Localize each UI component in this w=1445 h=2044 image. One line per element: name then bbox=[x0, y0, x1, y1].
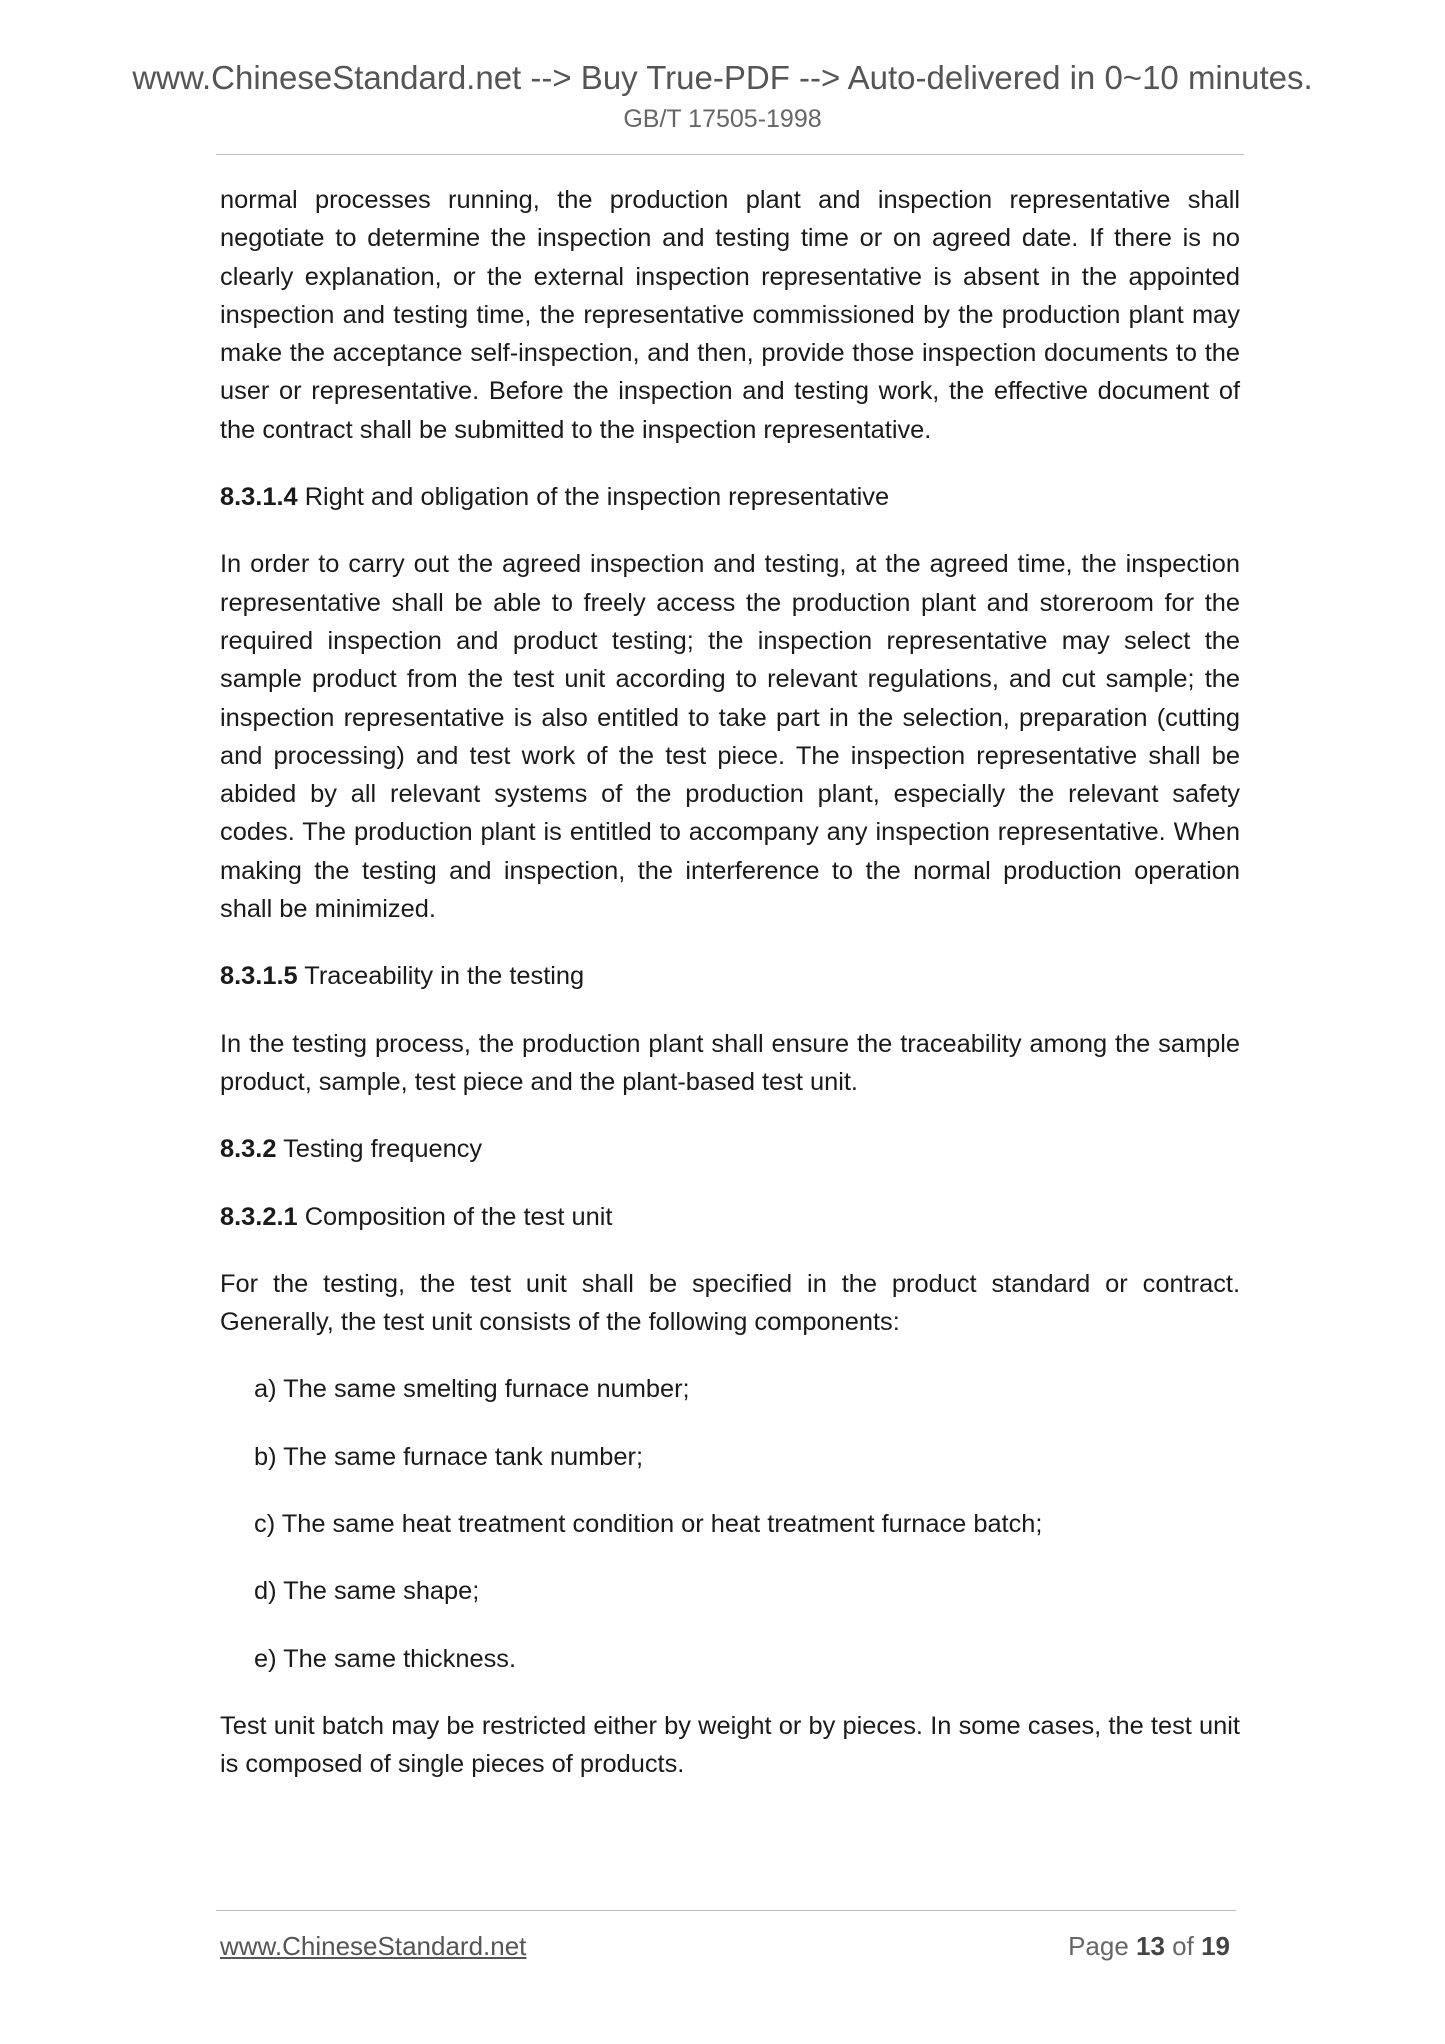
standard-code: GB/T 17505-1998 bbox=[623, 105, 822, 133]
section-heading-8-3-1-5 bbox=[220, 957, 1240, 995]
top-banner: www.ChineseStandard.net --> Buy True-PDF --> Auto-delivered in 0~10 minutes. bbox=[132, 59, 1313, 96]
section-title: Testing frequency bbox=[276, 1135, 483, 1164]
list-item: c) The same heat treatment condition or heat treatment furnace batch; bbox=[254, 1510, 1043, 1539]
paragraph-inspection-rights: In order to carry out the agreed inspection and testing, at the agreed time, the inspection representative shall be able to freely access the production plant and storeroom for the required inspection and product testing; the inspection representative may select the sample product from the test unit according to relevant regulations, and cut sample; the inspection representative is also entitled to take part in the selection, preparation (cutting and processing) and test work of the test piece. The inspection representative shall be abided by all relevant systems of the production plant, especially the relevant safety codes. The production plant is entitled to accompany any inspection representative. When making the testing and inspection, the interference to the normal production operation shall be minimized. bbox=[220, 550, 1240, 924]
section-title: Traceability in the testing bbox=[297, 962, 585, 991]
page-current: 13 bbox=[1136, 1931, 1165, 1961]
footer-divider bbox=[216, 1910, 1236, 1911]
footer-website-link[interactable]: www.ChineseStandard.net bbox=[220, 1931, 527, 1961]
page-number bbox=[1068, 1930, 1230, 1962]
paragraph-traceability: In the testing process, the production plant shall ensure the traceability among the sample product, sample, test piece and the plant-based test unit. bbox=[220, 1029, 1240, 1096]
section-heading-8-3-1-4 bbox=[220, 478, 1240, 516]
list-item: a) The same smelting furnace number; bbox=[254, 1375, 690, 1404]
section-number: 8.3.2 bbox=[220, 1135, 277, 1164]
section-number: 8.3.2.1 bbox=[220, 1202, 298, 1231]
list-item: d) The same shape; bbox=[254, 1577, 480, 1606]
section-heading-8-3-2 bbox=[220, 1130, 1240, 1168]
paragraph-continuation: normal processes running, the production plant and inspection representative shall negotiate to determine the inspection and testing time or on agreed date. If there is no clearly explanation, or the external inspection representative is absent in the appointed inspection and testing time, the representative commissioned by the production plant may make the acceptance self-inspection, and then, provide those inspection documents to the user or representative. Before the inspection and testing work, the effective document of the contract shall be submitted to the inspection representative. bbox=[220, 186, 1240, 444]
paragraph-test-unit: For the testing, the test unit shall be specified in the product standard or contract. Generally, the test unit consists of the following components: bbox=[220, 1269, 1240, 1337]
section-number: 8.3.1.5 bbox=[220, 962, 298, 991]
section-heading-8-3-2-1 bbox=[220, 1198, 1240, 1236]
header-divider bbox=[216, 154, 1244, 155]
list-item: e) The same thickness. bbox=[254, 1644, 517, 1673]
paragraph-batch: Test unit batch may be restricted either by weight or by pieces. In some cases, the test unit is composed of single pieces of products. bbox=[220, 1711, 1240, 1779]
page-prefix: Page bbox=[1068, 1931, 1137, 1961]
section-title: Right and obligation of the inspection representative bbox=[297, 483, 890, 512]
page-total: 19 bbox=[1201, 1931, 1230, 1961]
document-body bbox=[220, 181, 1240, 1813]
list-item: b) The same furnace tank number; bbox=[254, 1442, 644, 1471]
section-number: 8.3.1.4 bbox=[220, 483, 298, 512]
section-title: Composition of the test unit bbox=[297, 1202, 613, 1231]
page-of: of bbox=[1164, 1931, 1202, 1961]
